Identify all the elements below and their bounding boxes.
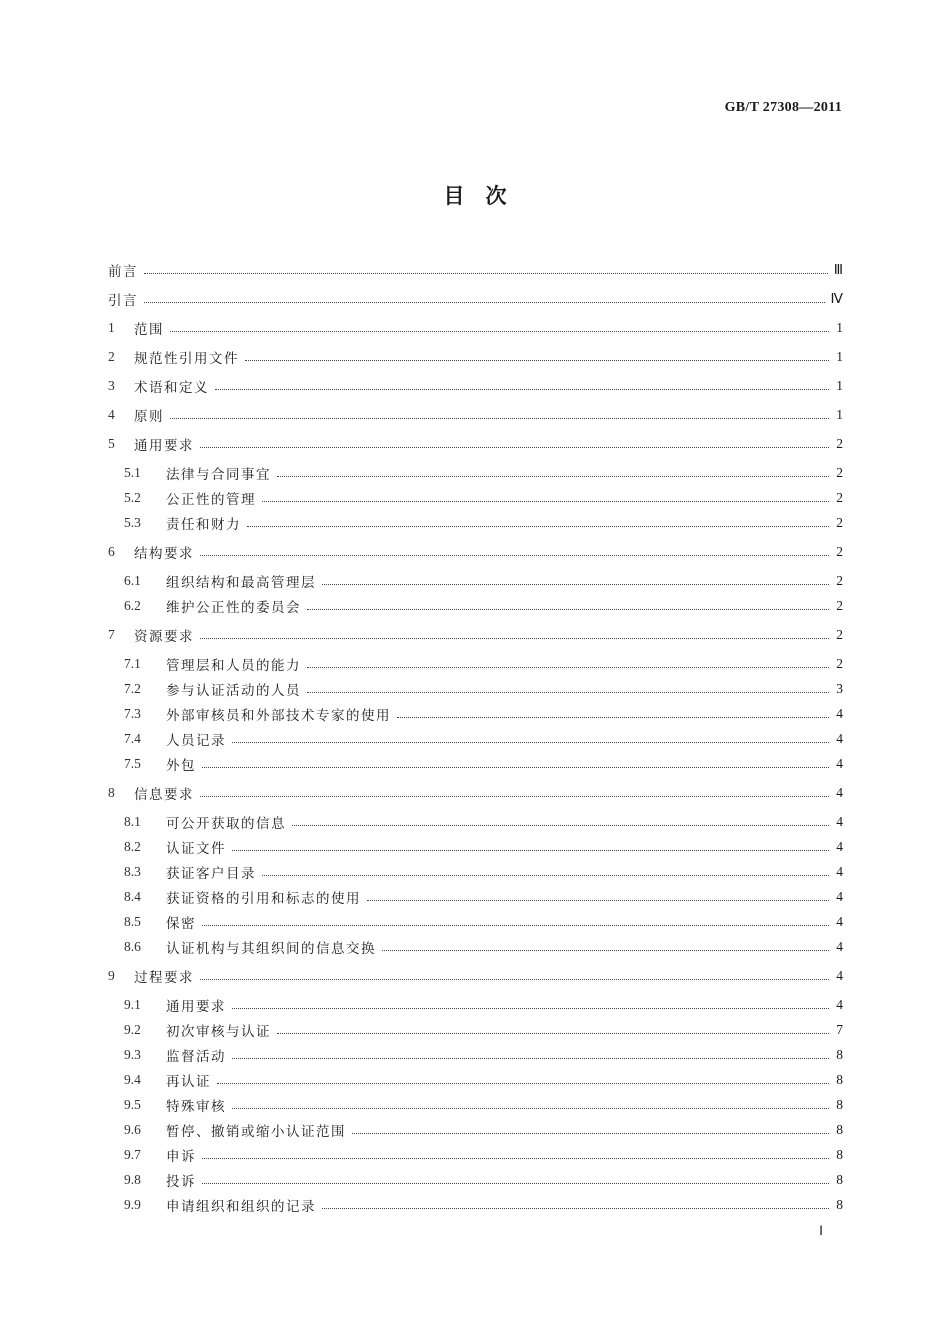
toc-entry-title: 可公开获取的信息 [166, 816, 286, 832]
toc-leader-dots [307, 692, 829, 693]
toc-entry-title: 规范性引用文件 [134, 351, 239, 367]
toc-leader-dots [247, 526, 829, 527]
toc-leader-dots [200, 638, 829, 639]
toc-leader-dots [277, 1033, 829, 1034]
toc-entry[interactable] [108, 835, 843, 859]
toc-entry-number: 5.2 [124, 490, 141, 505]
toc-entry-page: 4 [836, 864, 843, 879]
toc-leader-dots [397, 717, 829, 718]
toc-entry[interactable] [108, 316, 843, 340]
toc-entry-title: 过程要求 [134, 970, 194, 986]
toc-entry-title: 保密 [166, 916, 196, 932]
toc-entry-number: 7.5 [124, 756, 141, 771]
toc-leader-dots [232, 850, 829, 851]
toc-entry[interactable] [108, 910, 843, 934]
toc-entry-number: 3 [108, 378, 115, 393]
toc-entry-page: 2 [836, 515, 843, 530]
toc-entry-page: 3 [836, 681, 843, 696]
toc-entry-page: 4 [836, 839, 843, 854]
toc-entry-page: 4 [836, 731, 843, 746]
toc-entry[interactable] [108, 1193, 843, 1217]
toc-entry-page: 1 [836, 349, 843, 364]
toc-entry-title: 特殊审核 [166, 1099, 226, 1115]
toc-leader-dots [200, 979, 829, 980]
standard-code: GB/T 27308—2011 [724, 100, 842, 115]
toc-leader-dots [245, 360, 829, 361]
toc-entry-title: 再认证 [166, 1074, 211, 1090]
toc-leader-dots [202, 1158, 829, 1159]
toc-entry-title: 法律与合同事宜 [166, 467, 271, 483]
toc-entry-number: 8.6 [124, 939, 141, 954]
toc-entry-page: 2 [836, 627, 843, 642]
toc-entry-number: 5.1 [124, 465, 141, 480]
toc-entry-title: 认证机构与其组织间的信息交换 [166, 941, 376, 957]
toc-entry[interactable] [108, 1068, 843, 1092]
toc-entry-page: 2 [836, 598, 843, 613]
toc-leader-dots [144, 273, 828, 274]
toc-entry-number: 8.4 [124, 889, 141, 904]
toc-entry[interactable] [108, 993, 843, 1017]
toc-entry-page: 4 [836, 785, 843, 800]
toc-entry[interactable] [108, 752, 843, 776]
toc-leader-dots [232, 1008, 829, 1009]
toc-entry-title: 范围 [134, 322, 164, 338]
toc-entry-number: 9.3 [124, 1047, 141, 1062]
toc-entry-number: 5.3 [124, 515, 141, 530]
toc-leader-dots [170, 418, 829, 419]
toc-entry-title: 申请组织和组织的记录 [166, 1199, 316, 1215]
toc-leader-dots [217, 1083, 829, 1084]
toc-leader-dots [232, 1108, 829, 1109]
toc-entry-number: 7.2 [124, 681, 141, 696]
toc-entry[interactable] [108, 540, 843, 564]
toc-entry-page: Ⅲ [833, 262, 843, 277]
toc-entry-page: 4 [836, 889, 843, 904]
toc-entry-number: 7 [108, 627, 115, 642]
toc-entry-title: 初次审核与认证 [166, 1024, 271, 1040]
toc-entry[interactable] [108, 486, 843, 510]
toc-entry-number: 8.5 [124, 914, 141, 929]
toc-entry-number: 6 [108, 544, 115, 559]
toc-entry-number: 9.4 [124, 1072, 141, 1087]
toc-entry[interactable] [108, 594, 843, 618]
toc-entry-number: 8.2 [124, 839, 141, 854]
toc-entry-title: 认证文件 [166, 841, 226, 857]
toc-entry[interactable] [108, 781, 843, 805]
toc-entry-page: 8 [836, 1122, 843, 1137]
toc-entry[interactable] [108, 677, 843, 701]
toc-leader-dots [200, 447, 829, 448]
toc-entry-title: 投诉 [166, 1174, 196, 1190]
toc-entry-title: 监督活动 [166, 1049, 226, 1065]
toc-entry-number: 9.8 [124, 1172, 141, 1187]
toc-entry-page: 4 [836, 756, 843, 771]
toc-entry-number: 8.1 [124, 814, 141, 829]
toc-entry-page: Ⅳ [830, 291, 843, 306]
toc-entry[interactable] [108, 1043, 843, 1067]
toc-entry-number: 9.9 [124, 1197, 141, 1212]
toc-leader-dots [200, 555, 829, 556]
toc-entry-title: 维护公正性的委员会 [166, 600, 301, 616]
toc-entry-page: 8 [836, 1172, 843, 1187]
toc-entry-title: 通用要求 [166, 999, 226, 1015]
toc-entry[interactable] [108, 964, 843, 988]
toc-entry-title: 结构要求 [134, 546, 194, 562]
toc-entry[interactable] [108, 623, 843, 647]
toc-entry[interactable] [108, 345, 843, 369]
page-title: 目 次 [443, 184, 507, 208]
toc-entry[interactable] [108, 569, 843, 593]
toc-entry-page: 8 [836, 1197, 843, 1212]
toc-leader-dots [277, 476, 829, 477]
toc-entry-page: 4 [836, 968, 843, 983]
toc-entry-page: 8 [836, 1047, 843, 1062]
toc-entry-title: 外部审核员和外部技术专家的使用 [166, 708, 391, 724]
toc-leader-dots [262, 875, 829, 876]
toc-entry-number: 9.1 [124, 997, 141, 1012]
toc-entry[interactable] [108, 727, 843, 751]
toc-leader-dots [352, 1133, 829, 1134]
page-number: Ⅰ [819, 1223, 823, 1238]
toc-entry[interactable] [108, 374, 843, 398]
toc-entry-number: 5 [108, 436, 115, 451]
toc-leader-dots [292, 825, 829, 826]
toc-entry-page: 1 [836, 320, 843, 335]
toc-leader-dots [202, 1183, 829, 1184]
toc-entry-title: 信息要求 [134, 787, 194, 803]
toc-entry-title: 术语和定义 [134, 380, 209, 396]
toc-entry-number: 7.4 [124, 731, 141, 746]
toc-entry[interactable] [108, 287, 843, 311]
toc-entry-title: 通用要求 [134, 438, 194, 454]
toc-entry-number: 9.2 [124, 1022, 141, 1037]
toc-entry-number: 2 [108, 349, 115, 364]
toc-entry-title: 公正性的管理 [166, 492, 256, 508]
toc-entry-number: 9 [108, 968, 115, 983]
toc-entry-page: 2 [836, 436, 843, 451]
toc-entry-title: 引言 [108, 293, 138, 309]
toc-entry-page: 4 [836, 939, 843, 954]
toc-entry-number: 6.2 [124, 598, 141, 613]
toc-entry-title: 组织结构和最高管理层 [166, 575, 316, 591]
toc-entry-number: 7.3 [124, 706, 141, 721]
toc-entry-title: 暂停、撤销或缩小认证范围 [166, 1124, 346, 1140]
toc-entry-title: 人员记录 [166, 733, 226, 749]
toc-leader-dots [200, 796, 829, 797]
toc-entry-page: 2 [836, 490, 843, 505]
toc-entry[interactable] [108, 860, 843, 884]
toc-entry-page: 8 [836, 1097, 843, 1112]
toc-leader-dots [232, 1058, 829, 1059]
toc-entry[interactable] [108, 935, 843, 959]
toc-entry-number: 8.3 [124, 864, 141, 879]
toc-entry[interactable] [108, 1093, 843, 1117]
toc-entry[interactable] [108, 652, 843, 676]
toc-entry-title: 管理层和人员的能力 [166, 658, 301, 674]
toc-entry-page: 4 [836, 814, 843, 829]
toc-entry-number: 8 [108, 785, 115, 800]
toc-entry[interactable] [108, 702, 843, 726]
toc-entry-page: 4 [836, 997, 843, 1012]
toc-entry[interactable] [108, 432, 843, 456]
toc-entry-page: 2 [836, 573, 843, 588]
toc-entry-page: 2 [836, 544, 843, 559]
toc-entry-title: 获证客户目录 [166, 866, 256, 882]
toc-leader-dots [232, 742, 829, 743]
toc-entry[interactable] [108, 885, 843, 909]
toc-entry-page: 4 [836, 914, 843, 929]
toc-entry-number: 9.6 [124, 1122, 141, 1137]
toc-leader-dots [322, 1208, 829, 1209]
toc-leader-dots [215, 389, 829, 390]
toc-entry-page: 2 [836, 656, 843, 671]
toc-leader-dots [262, 501, 829, 502]
toc-entry-title: 责任和财力 [166, 517, 241, 533]
toc-entry-page: 8 [836, 1147, 843, 1162]
toc-entry-page: 1 [836, 378, 843, 393]
toc-entry-number: 1 [108, 320, 115, 335]
toc-entry[interactable] [108, 810, 843, 834]
toc-leader-dots [307, 667, 829, 668]
toc-entry[interactable] [108, 258, 843, 282]
toc-entry[interactable] [108, 1018, 843, 1042]
toc-entry-title: 资源要求 [134, 629, 194, 645]
toc-entry-page: 1 [836, 407, 843, 422]
toc-entry-number: 9.7 [124, 1147, 141, 1162]
toc-entry-page: 7 [836, 1022, 843, 1037]
toc-entry[interactable] [108, 461, 843, 485]
toc-entry-page: 4 [836, 706, 843, 721]
toc-leader-dots [382, 950, 829, 951]
toc-leader-dots [202, 925, 829, 926]
toc-entry-number: 4 [108, 407, 115, 422]
toc-entry[interactable] [108, 1143, 843, 1167]
toc-leader-dots [322, 584, 829, 585]
toc-entry-title: 获证资格的引用和标志的使用 [166, 891, 361, 907]
toc-entry-title: 参与认证活动的人员 [166, 683, 301, 699]
toc-leader-dots [307, 609, 829, 610]
toc-entry[interactable] [108, 1168, 843, 1192]
toc-entry-number: 7.1 [124, 656, 141, 671]
toc-entry-page: 8 [836, 1072, 843, 1087]
toc-entry[interactable] [108, 1118, 843, 1142]
toc-entry-title: 原则 [134, 409, 164, 425]
toc-leader-dots [170, 331, 829, 332]
toc-entry-page: 2 [836, 465, 843, 480]
toc-entry-number: 9.5 [124, 1097, 141, 1112]
toc-entry-title: 前言 [108, 264, 138, 280]
toc-leader-dots [144, 302, 825, 303]
toc-leader-dots [367, 900, 829, 901]
toc-entry-number: 6.1 [124, 573, 141, 588]
toc-entry-title: 申诉 [166, 1149, 196, 1165]
toc-leader-dots [202, 767, 829, 768]
toc-entry-title: 外包 [166, 758, 196, 774]
toc-entry[interactable] [108, 403, 843, 427]
toc-entry[interactable] [108, 511, 843, 535]
